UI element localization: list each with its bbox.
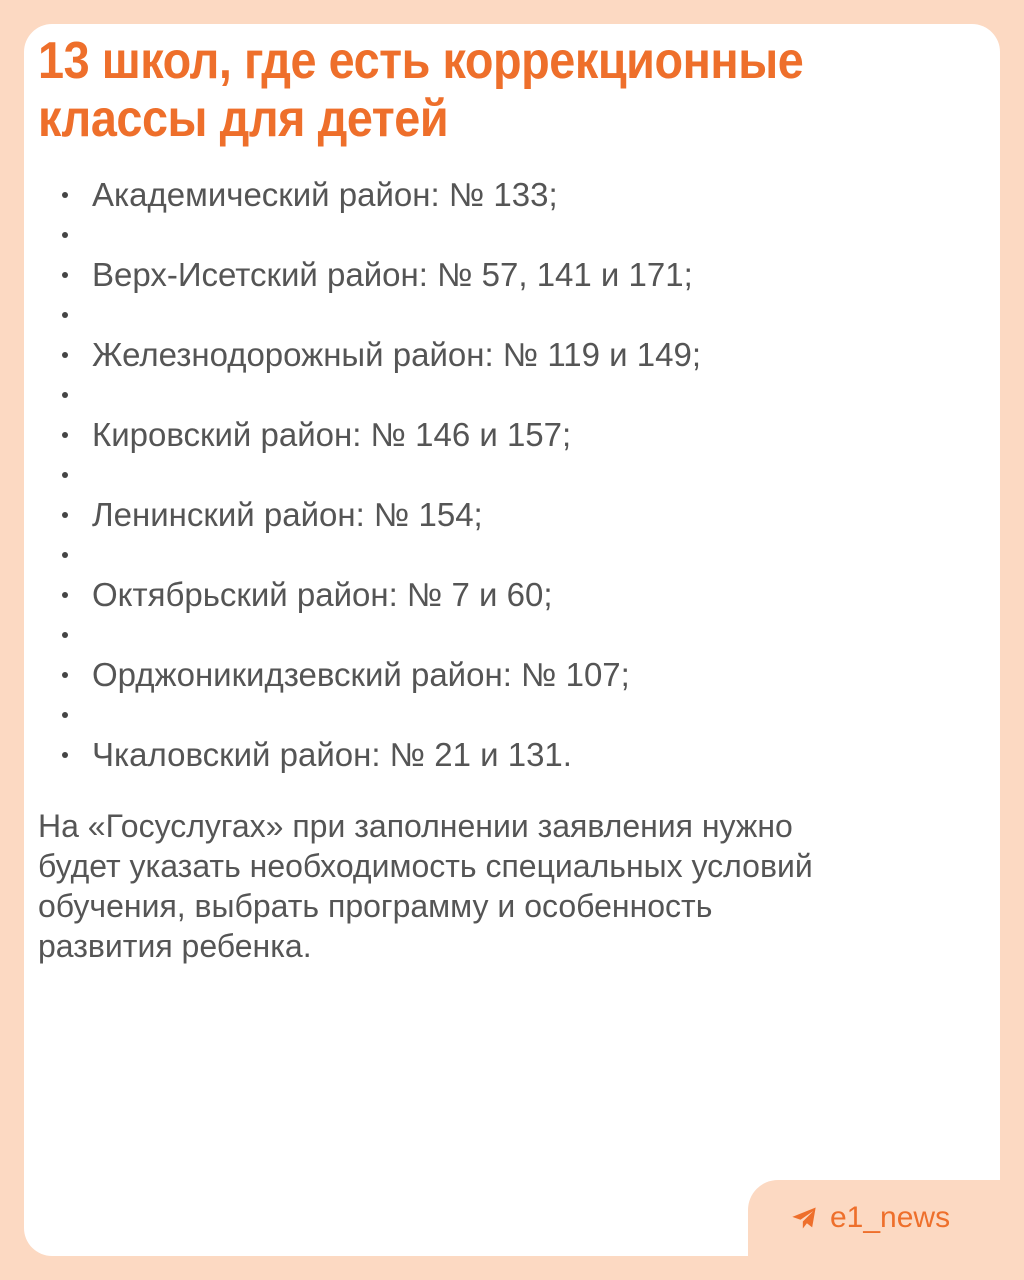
list-item <box>50 255 701 295</box>
list-item-text: Кировский район: № 146 и 157; <box>92 416 572 453</box>
list-item <box>50 455 701 495</box>
list-item <box>50 655 701 695</box>
note-line-1: На «Госуслугах» при заполнении заявления нужно <box>38 808 793 844</box>
telegram-icon <box>790 1204 818 1232</box>
list-item <box>50 375 701 415</box>
bullet-icon <box>62 552 68 558</box>
bullet-icon <box>62 752 68 758</box>
bullet-icon <box>62 432 68 438</box>
list-item <box>50 535 701 575</box>
brand-label: e1_news <box>830 1201 951 1234</box>
note-line-3: обучения, выбрать программу и особенность <box>38 888 713 924</box>
brand-credit <box>790 1196 950 1240</box>
bullet-icon <box>62 192 68 198</box>
bullet-icon <box>62 632 68 638</box>
list-item <box>50 175 701 215</box>
list-item <box>50 575 701 615</box>
bullet-icon <box>62 672 68 678</box>
bullet-icon <box>62 272 68 278</box>
bullet-icon <box>62 592 68 598</box>
title-line-1: 13 школ, где есть коррекционные <box>38 32 804 90</box>
list-item-text: Орджоникидзевский район: № 107; <box>92 656 630 693</box>
list-item-text: Ленинский район: № 154; <box>92 496 483 533</box>
list-item <box>50 695 701 735</box>
list-item <box>50 495 701 535</box>
bullet-icon <box>62 312 68 318</box>
list-item <box>50 215 701 255</box>
bullet-icon <box>62 472 68 478</box>
list-item-text: Октябрьский район: № 7 и 60; <box>92 576 553 613</box>
list-item-text: Академический район: № 133; <box>92 176 558 213</box>
page-title <box>38 32 848 148</box>
list-item-text: Чкаловский район: № 21 и 131. <box>92 736 572 773</box>
title-line-2: классы для детей <box>38 90 449 148</box>
list-item-text: Железнодорожный район: № 119 и 149; <box>92 336 701 373</box>
bullet-icon <box>62 512 68 518</box>
note-line-2: будет указать необходимость специальных условий <box>38 848 813 884</box>
bullet-icon <box>62 232 68 238</box>
list-item <box>50 295 701 335</box>
list-item <box>50 735 701 775</box>
list-item <box>50 415 701 455</box>
list-item-text: Верх-Исетский район: № 57, 141 и 171; <box>92 256 693 293</box>
note-line-4: развития ребенка. <box>38 928 312 964</box>
list-item <box>50 615 701 655</box>
bullet-icon <box>62 392 68 398</box>
note-paragraph <box>38 806 938 966</box>
bullet-icon <box>62 352 68 358</box>
bullet-icon <box>62 712 68 718</box>
district-list <box>50 175 701 775</box>
list-item <box>50 335 701 375</box>
